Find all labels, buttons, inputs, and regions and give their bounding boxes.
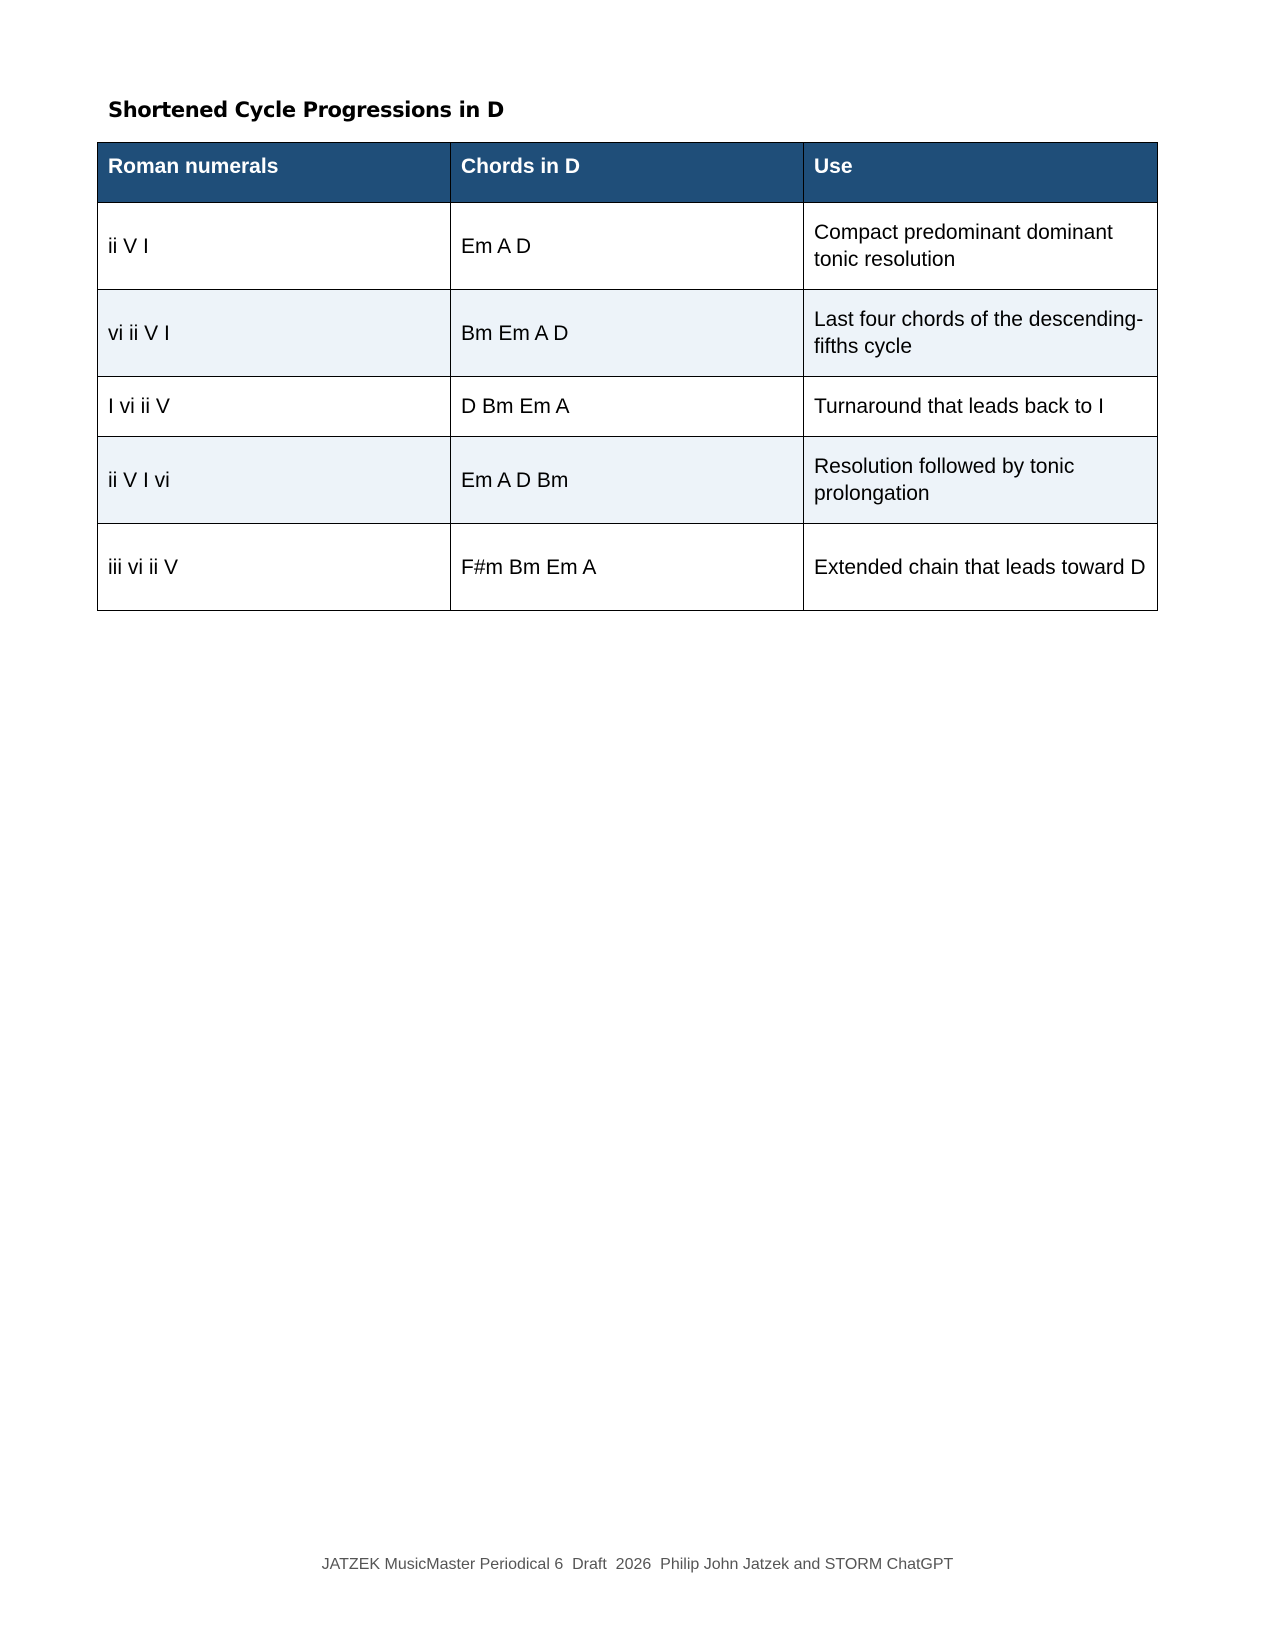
roman-numerals-cell: iii vi ii V — [98, 524, 451, 611]
table-row — [98, 203, 1158, 290]
column-header-roman-numerals: Roman numerals — [98, 143, 451, 203]
table-row — [98, 377, 1158, 437]
roman-numerals-cell: ii V I — [98, 203, 451, 290]
use-cell: Turnaround that leads back to I — [804, 377, 1158, 437]
roman-numerals-cell: I vi ii V — [98, 377, 451, 437]
column-header-use: Use — [804, 143, 1158, 203]
chords-cell: F#m Bm Em A — [451, 524, 804, 611]
use-cell: Resolution followed by tonic prolongation — [804, 437, 1158, 524]
roman-numerals-cell: vi ii V I — [98, 290, 451, 377]
column-header-chords-in-d: Chords in D — [451, 143, 804, 203]
use-cell: Extended chain that leads toward D — [804, 524, 1158, 611]
use-cell: Compact predominant dominant tonic resolution — [804, 203, 1158, 290]
table-row — [98, 524, 1158, 611]
chords-cell: Bm Em A D — [451, 290, 804, 377]
roman-numerals-cell: ii V I vi — [98, 437, 451, 524]
chords-cell: Em A D Bm — [451, 437, 804, 524]
page-footer: JATZEK MusicMaster Periodical 6 Draft 2026 Philip John Jatzek and STORM ChatGPT — [321, 1556, 954, 1573]
chords-cell: D Bm Em A — [451, 377, 804, 437]
table-header-row — [98, 143, 1158, 203]
page-title: Shortened Cycle Progressions in D — [108, 98, 504, 122]
table-row — [98, 437, 1158, 524]
progressions-table — [97, 142, 1158, 611]
chords-cell: Em A D — [451, 203, 804, 290]
table-row — [98, 290, 1158, 377]
use-cell: Last four chords of the descending-fifths cycle — [804, 290, 1158, 377]
